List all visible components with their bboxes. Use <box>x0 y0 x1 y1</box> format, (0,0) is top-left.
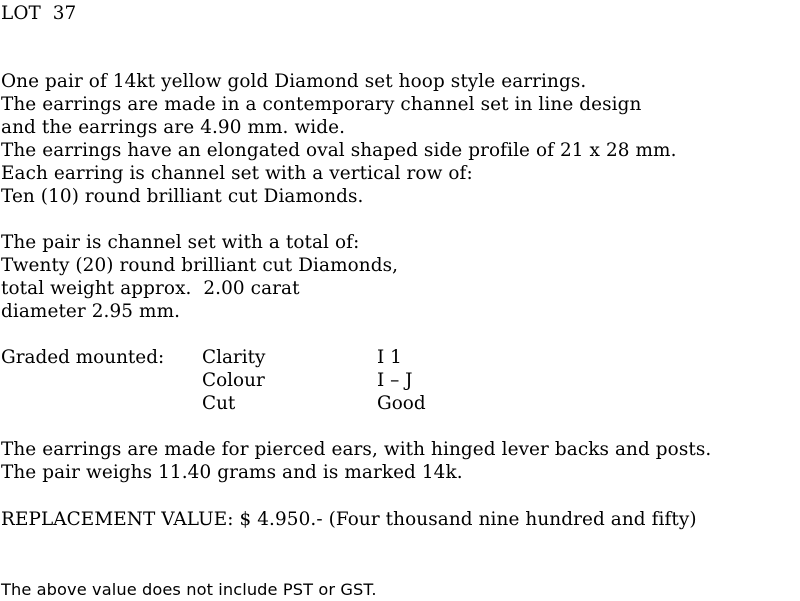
total-line: The pair is channel set with a total of: <box>1 232 360 253</box>
description-line: Ten (10) round brilliant cut Diamonds. <box>1 186 364 207</box>
description-line: The earrings are made in a contemporary channel set in line design <box>1 94 642 115</box>
total-line: Twenty (20) round brilliant cut Diamonds, <box>1 255 399 276</box>
grading-attribute: Clarity <box>202 347 266 368</box>
grading-attribute: Cut <box>202 393 236 414</box>
total-line: total weight approx. 2.00 carat <box>1 278 300 299</box>
grading-value: Good <box>377 393 426 414</box>
replacement-value: REPLACEMENT VALUE: $ 4.950.- (Four thousand nine hundred and fifty) <box>1 509 697 530</box>
lot-number: LOT 37 <box>1 3 77 24</box>
description-line: and the earrings are 4.90 mm. wide. <box>1 117 346 138</box>
total-line: diameter 2.95 mm. <box>1 301 181 322</box>
details-line: The earrings are made for pierced ears, with hinged lever backs and posts. <box>1 439 712 460</box>
grading-value: I – J <box>377 370 413 391</box>
description-line: The earrings have an elongated oval shaped side profile of 21 x 28 mm. <box>1 140 677 161</box>
grading-value: I 1 <box>377 347 402 368</box>
tax-disclaimer: The above value does not include PST or GST. <box>1 580 377 599</box>
grading-label: Graded mounted: <box>1 347 165 368</box>
description-line: Each earring is channel set with a vertical row of: <box>1 163 473 184</box>
grading-attribute: Colour <box>202 370 265 391</box>
details-line: The pair weighs 11.40 grams and is marked 14k. <box>1 462 463 483</box>
description-line: One pair of 14kt yellow gold Diamond set hoop style earrings. <box>1 71 587 92</box>
